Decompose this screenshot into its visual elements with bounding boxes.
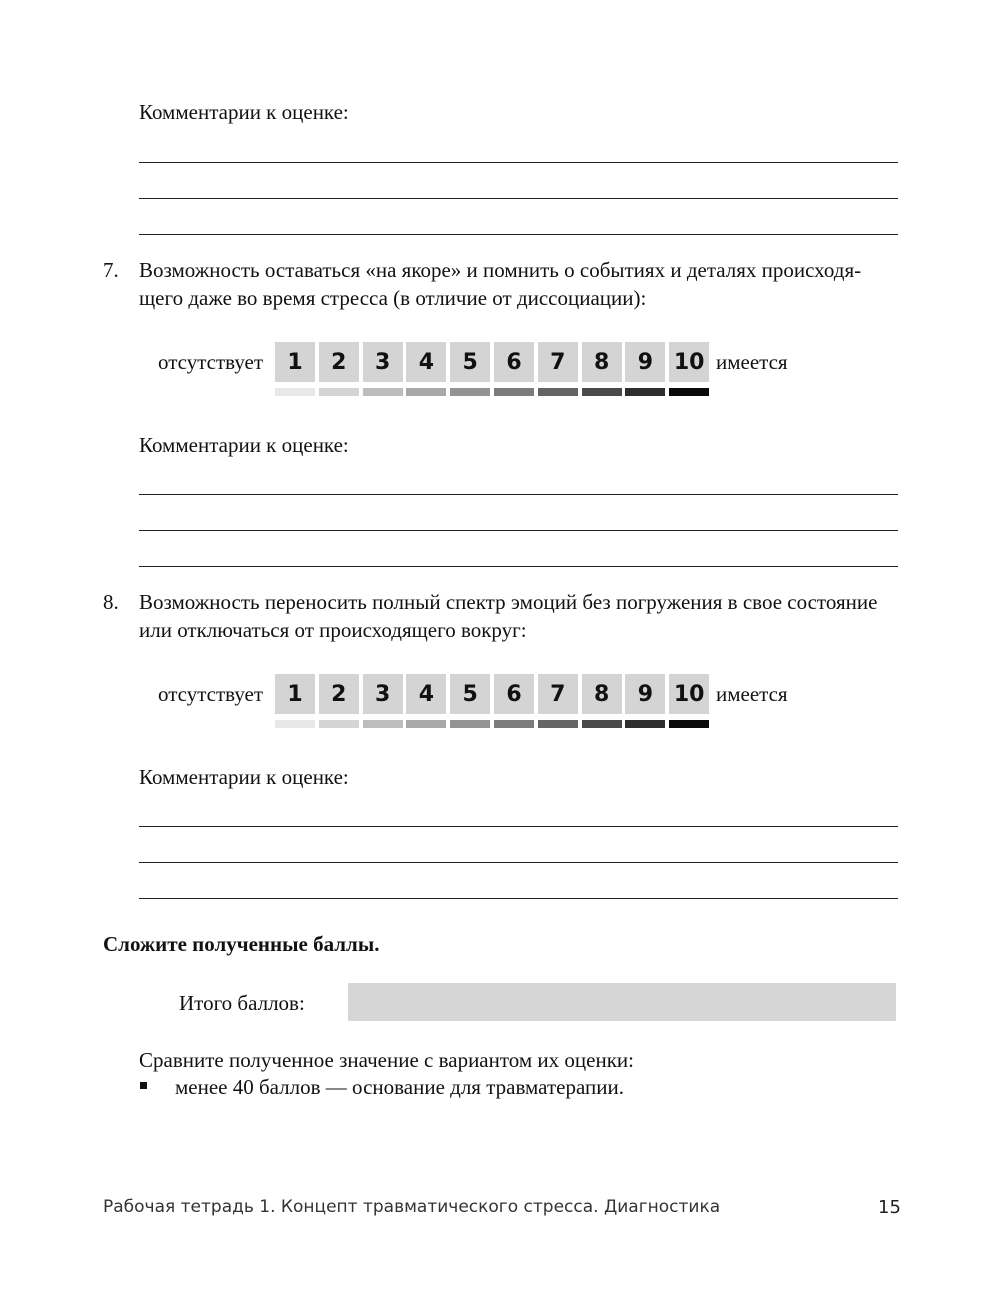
scale-intensity-bar (625, 388, 665, 396)
answer-line[interactable] (139, 530, 898, 531)
rating-scale (158, 342, 798, 402)
scale-option-6[interactable]: 6 (494, 342, 534, 382)
scale-option-1[interactable]: 1 (275, 674, 315, 714)
comment-label: Комментарии к оценке: (139, 765, 349, 789)
rating-scale (158, 674, 798, 734)
scale-intensity-bar (669, 720, 709, 728)
scale-intensity-bar (406, 720, 446, 728)
question-text-line: или отключаться от происходящего вокруг: (139, 618, 527, 642)
scale-option-1[interactable]: 1 (275, 342, 315, 382)
footer-title: Рабочая тетрадь 1. Концепт травматического стресса. Диагностика (103, 1197, 721, 1217)
question-text-line: щего даже во время стресса (в отличие от диссоциации): (139, 286, 647, 310)
scale-option-8[interactable]: 8 (582, 674, 622, 714)
scale-intensity-bar (319, 388, 359, 396)
scale-intensity-bar (363, 388, 403, 396)
answer-line[interactable] (139, 862, 898, 863)
scale-left-label: отсутствует (158, 350, 264, 374)
total-label: Итого баллов: (179, 991, 305, 1015)
total-score-field[interactable] (348, 983, 896, 1021)
scale-right-label: имеется (716, 682, 788, 706)
scale-option-10[interactable]: 10 (669, 674, 709, 714)
question-text-line: Возможность оставаться «на якоре» и помнить о событиях и деталях происходя- (139, 258, 862, 282)
answer-line[interactable] (139, 494, 898, 495)
scale-option-6[interactable]: 6 (494, 674, 534, 714)
answer-line[interactable] (139, 162, 898, 163)
question-number: 8. (103, 590, 119, 614)
scale-option-2[interactable]: 2 (319, 674, 359, 714)
scale-intensity-bar (363, 720, 403, 728)
scale-option-5[interactable]: 5 (450, 674, 490, 714)
scale-option-5[interactable]: 5 (450, 342, 490, 382)
bullet-icon (140, 1082, 147, 1089)
scale-option-8[interactable]: 8 (582, 342, 622, 382)
scale-option-3[interactable]: 3 (363, 342, 403, 382)
scale-intensity-bar (275, 720, 315, 728)
scale-intensity-bar (582, 720, 622, 728)
scale-intensity-bar (625, 720, 665, 728)
scale-intensity-bar (538, 388, 578, 396)
scale-intensity-bar (582, 388, 622, 396)
page-number: 15 (878, 1197, 901, 1218)
scale-intensity-bar (406, 388, 446, 396)
scale-intensity-bar (669, 388, 709, 396)
scale-option-9[interactable]: 9 (625, 342, 665, 382)
comment-label: Комментарии к оценке: (139, 100, 349, 124)
scale-option-3[interactable]: 3 (363, 674, 403, 714)
scale-cells (275, 342, 711, 398)
scale-option-9[interactable]: 9 (625, 674, 665, 714)
scale-intensity-bar (275, 388, 315, 396)
answer-line[interactable] (139, 826, 898, 827)
answer-line[interactable] (139, 898, 898, 899)
scale-intensity-bar (494, 720, 534, 728)
scale-option-10[interactable]: 10 (669, 342, 709, 382)
answer-line[interactable] (139, 198, 898, 199)
scale-right-label: имеется (716, 350, 788, 374)
scale-option-7[interactable]: 7 (538, 342, 578, 382)
compare-text: Сравните полученное значение с вариантом их оценки: (139, 1048, 634, 1072)
scale-intensity-bar (538, 720, 578, 728)
scale-cells (275, 674, 711, 730)
scale-intensity-bar (450, 388, 490, 396)
sum-heading: Сложите полученные баллы. (103, 932, 380, 956)
scale-intensity-bar (319, 720, 359, 728)
scale-left-label: отсутствует (158, 682, 264, 706)
scale-intensity-bar (450, 720, 490, 728)
scale-intensity-bar (494, 388, 534, 396)
scale-option-2[interactable]: 2 (319, 342, 359, 382)
comment-label: Комментарии к оценке: (139, 433, 349, 457)
answer-line[interactable] (139, 234, 898, 235)
scale-option-4[interactable]: 4 (406, 674, 446, 714)
scale-option-4[interactable]: 4 (406, 342, 446, 382)
bullet-text: менее 40 баллов — основание для травматерапии. (175, 1075, 624, 1099)
question-text-line: Возможность переносить полный спектр эмоций без погружения в свое состояние (139, 590, 878, 614)
question-number: 7. (103, 258, 119, 282)
answer-line[interactable] (139, 566, 898, 567)
scale-option-7[interactable]: 7 (538, 674, 578, 714)
